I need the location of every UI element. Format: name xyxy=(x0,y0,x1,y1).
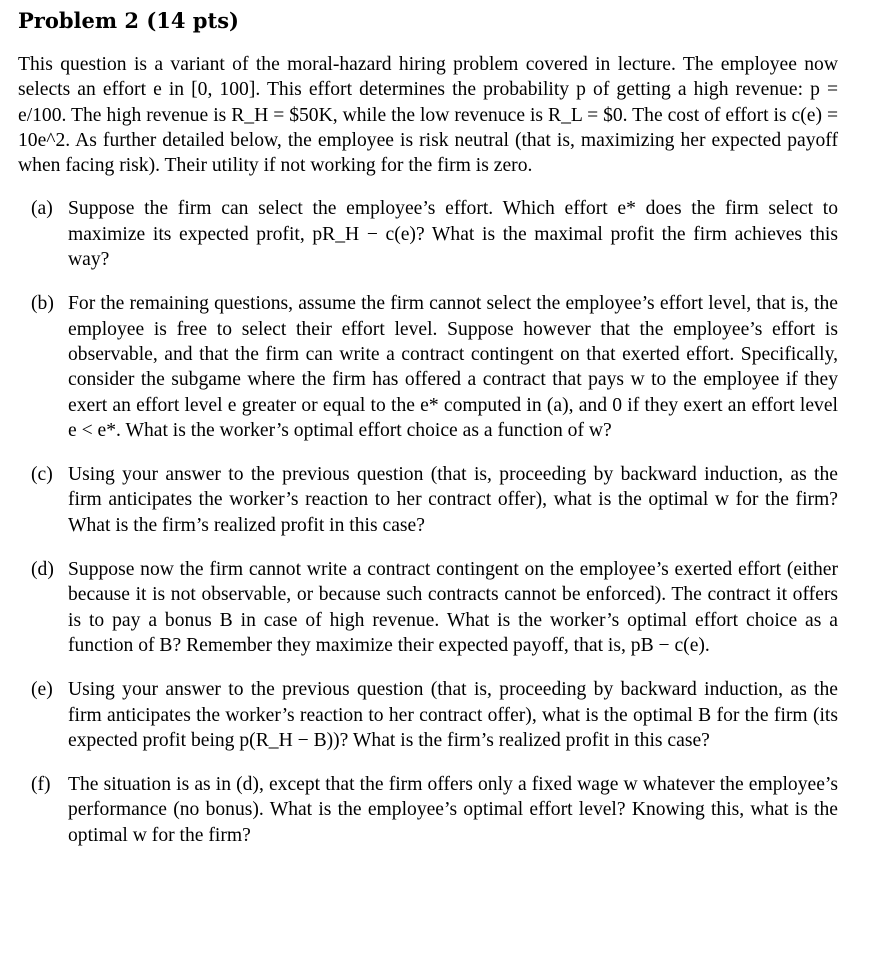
question-part-c xyxy=(18,462,838,538)
part-text: The situation is as in (d), except that the firm offers only a fixed wage w whatever the employee’s performance (no bonus). What is the employee’s optimal effort level? Knowing this, what is the optimal w for the firm? xyxy=(68,774,838,846)
part-text: For the remaining questions, assume the firm cannot select the employee’s effort level, that is, the employee is free to select their effort level. Suppose however that the employee’s effort is observable, and that the firm can write a contract contingent on that exerted effort. Specifically, consider the subgame where the firm has offered a contract that pays w to the employee if they exert an effort level e greater or equal to the e* computed in (a), and 0 if they exert an effort level e < e*. What is the worker’s optimal effort choice as a function of w? xyxy=(68,293,838,441)
question-part-e xyxy=(18,677,838,753)
question-part-b xyxy=(18,291,838,443)
part-label: (d) xyxy=(31,559,54,581)
question-parts-list xyxy=(18,196,838,848)
part-label: (a) xyxy=(31,198,53,220)
part-text: Suppose now the firm cannot write a contract contingent on the employee’s exerted effort (either because it is not observable, or because such contracts cannot be enforced). The contract it offers is to pay a bonus B in case of high revenue. What is the worker’s optimal effort choice as a function of B? Remember they maximize their expected payoff, that is, pB − c(e). xyxy=(68,559,838,656)
question-part-f xyxy=(18,772,838,848)
part-label: (f) xyxy=(31,774,51,796)
question-part-a xyxy=(18,196,838,272)
problem-title: Problem 2 (14 pts) xyxy=(18,8,239,33)
part-label: (e) xyxy=(31,679,53,701)
question-part-d xyxy=(18,557,838,658)
part-label: (c) xyxy=(31,464,53,486)
problem-intro: This question is a variant of the moral-hazard hiring problem covered in lecture. The employee now selects an effort e in [0, 100]. This effort determines the probability p of getting a high revenue: p = e/100. The high revenue is R_H = $50K, while the low revenuce is R_L = $0. The cost of effort is c(e) = 10e^2. As further detailed below, the employee is risk neutral (that is, maximizing her expected payoff when facing risk). Their utility if not working for the firm is zero. xyxy=(18,54,838,177)
part-text: Using your answer to the previous question (that is, proceeding by backward induction, as the firm anticipates the worker’s reaction to her contract offer), what is the optimal w for the firm? What is the firm’s realized profit in this case? xyxy=(68,464,838,536)
part-text: Suppose the firm can select the employee’s effort. Which effort e* does the firm select to maximize its expected profit, pR_H − c(e)? What is the maximal profit the firm achieves this way? xyxy=(68,198,838,271)
part-label: (b) xyxy=(31,293,54,315)
part-text: Using your answer to the previous question (that is, proceeding by backward induction, as the firm anticipates the worker’s reaction to her contract offer), what is the optimal B for the firm (its expected profit being p(R_H − B))? What is the firm’s realized profit in this case? xyxy=(68,679,838,751)
problem-page xyxy=(18,0,838,848)
